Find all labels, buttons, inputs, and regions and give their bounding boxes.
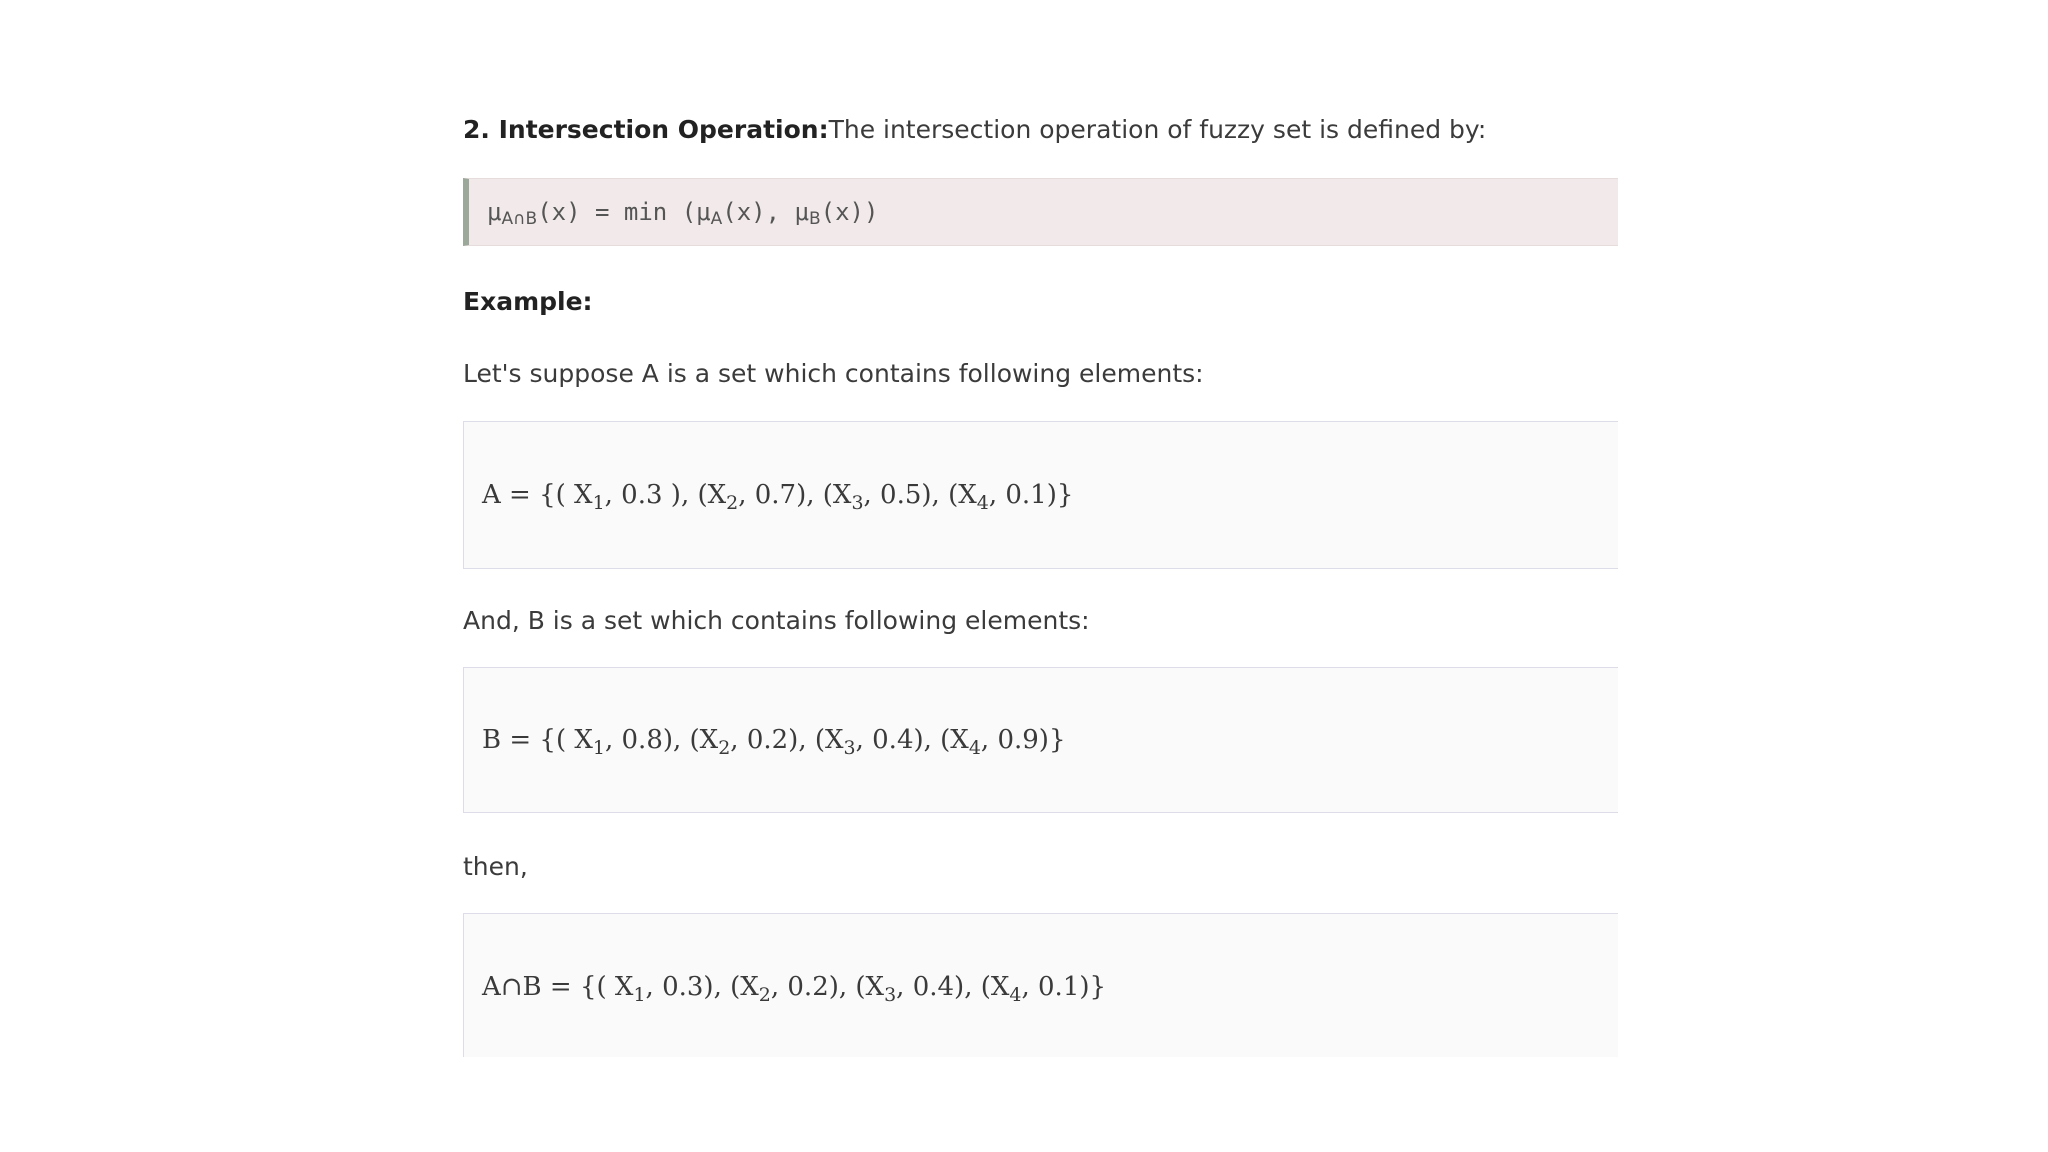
set-sub: 2 xyxy=(726,492,739,514)
set-text: , 0.3), (X xyxy=(645,972,759,1002)
intersection-heading xyxy=(463,110,1486,150)
set-text: , 0.1)} xyxy=(988,480,1074,510)
set-sub: 2 xyxy=(718,737,731,759)
set-sub: 3 xyxy=(884,984,897,1006)
set-b-box xyxy=(463,667,1618,813)
formula-code-block xyxy=(463,178,1618,246)
set-text: , 0.4), (X xyxy=(896,972,1010,1002)
set-sub: 4 xyxy=(968,737,981,759)
intersection-result-box xyxy=(463,913,1618,1057)
set-a-intro: Let's suppose A is a set which contains following elements: xyxy=(463,359,1204,388)
set-sub: 1 xyxy=(592,492,605,514)
set-text: , 0.4), (X xyxy=(855,725,969,755)
heading-text: The intersection operation of fuzzy set is defined by: xyxy=(828,115,1487,144)
set-text: , 0.3 ), (X xyxy=(604,480,727,510)
set-sub: 2 xyxy=(758,984,771,1006)
formula-sub: A∩B xyxy=(501,209,538,229)
formula-part: (x), xyxy=(722,198,795,226)
set-sub: 1 xyxy=(592,737,605,759)
example-label-text: Example: xyxy=(463,287,593,316)
set-text: , 0.9)} xyxy=(980,725,1066,755)
formula-part: (x)) xyxy=(820,198,879,226)
then-label: then, xyxy=(463,852,528,881)
set-sub: 4 xyxy=(1009,984,1022,1006)
set-text: B = {( X xyxy=(482,725,593,755)
set-sub: 1 xyxy=(633,984,646,1006)
example-label xyxy=(463,282,593,322)
set-a-box xyxy=(463,421,1618,569)
set-text: , 0.2), (X xyxy=(730,725,844,755)
formula-sub: A xyxy=(710,209,723,229)
set-text: , 0.1)} xyxy=(1021,972,1107,1002)
set-text: , 0.8), (X xyxy=(604,725,719,755)
formula-sub: B xyxy=(808,209,821,229)
set-b-intro: And, B is a set which contains following elements: xyxy=(463,606,1090,635)
set-sub: 3 xyxy=(843,737,856,759)
set-sub: 3 xyxy=(851,492,864,514)
formula-mu: μ xyxy=(487,198,502,226)
formula-part: (x) = min ( xyxy=(537,198,697,226)
set-text: , 0.2), (X xyxy=(770,972,885,1002)
set-text: , 0.7), (X xyxy=(738,480,852,510)
set-text: , 0.5), (X xyxy=(863,480,977,510)
set-text: A = {( X xyxy=(482,480,593,510)
heading-bold: 2. Intersection Operation: xyxy=(463,115,829,144)
formula-mu: μ xyxy=(794,198,809,226)
set-text: A∩B = {( X xyxy=(482,972,634,1002)
set-sub: 4 xyxy=(976,492,989,514)
formula-mu: μ xyxy=(696,198,711,226)
